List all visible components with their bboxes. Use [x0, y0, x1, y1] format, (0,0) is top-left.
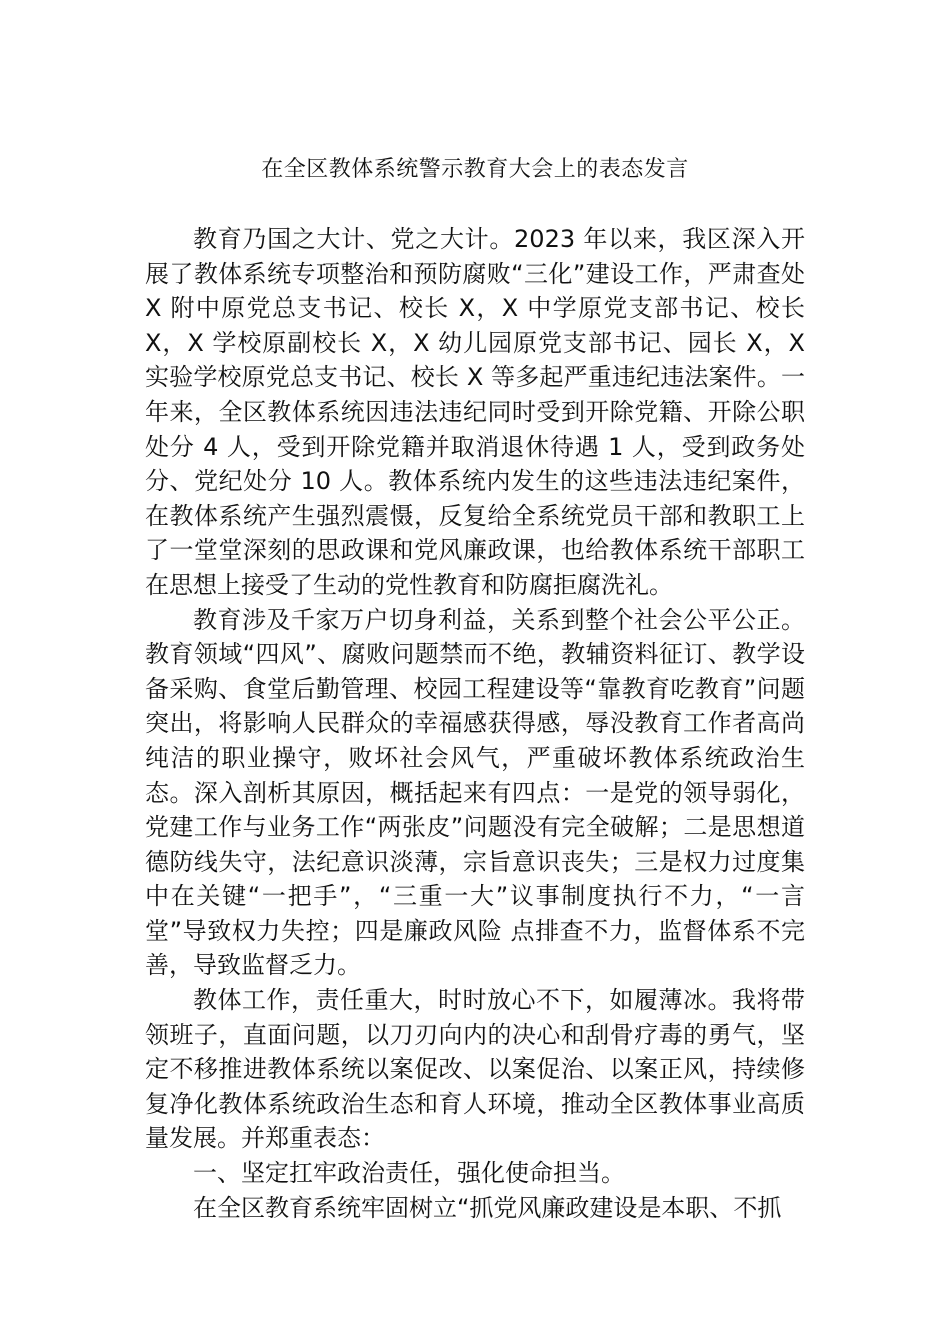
paragraph-3: 教体工作，责任重大，时时放心不下，如履薄冰。我将带领班子，直面问题，以刀刃向内的决心和刮骨疗毒的勇气，坚定不移推进教体系统以案促改、以案促治、以案正风，持续修复净化教体系统政治生态和育人环境，推动全区教体事业高质量发展。并郑重表态： — [145, 986, 805, 1153]
paragraph-2: 教育涉及千家万户切身利益，关系到整个社会公平公正。教育领域“四风”、腐败问题禁而不绝，教辅资料征订、教学设备采购、食堂后勤管理、校园工程建设等“靠教育吃教育”问题突出，将影响人民群众的幸福感获得感，辱没教育工作者高尚纯洁的职业操守，败坏社会风气，严重破坏教体系统政治生态。深入剖析其原因，概括起来有四点：一是党的领导弱化，党建工作与业务工作“两张皮”问题没有完全破解；二是思想道德防线失守，法纪意识淡薄，宗旨意识丧失；三是权力过度集中在关键“一把手”，“三重一大”议事制度执行不力，“一言堂”导致权力失控；四是廉政风险 点排查不力，监督体系不完善，导致监督乏力。 — [145, 605, 805, 980]
document-title: 在全区教体系统警示教育大会上的表态发言 — [261, 157, 689, 182]
section-heading-1: 一、坚定扛牢政治责任，强化使命担当。 — [193, 1159, 625, 1188]
document-body — [145, 222, 805, 1225]
paragraph-1: 教育乃国之大计、党之大计。2023 年以来，我区深入开展了教体系统专项整治和预防腐败“三化”建设工作，严肃查处 X 附中原党总支书记、校长 X，X 中学原党支部书记、校长 X，X 学校原副校长 X，X 幼儿园原党支部书记、园长 X，X 实验学校原党总支书记、校长 X 等多起严重违纪违法案件。一年来，全区教体系统因违法违纪同时受到开除党籍、开除公职处分 4 人，受到开除党籍并取消退休待遇 1 人，受到政务处分、党纪处分 10 人。教体系统内发生的这些违法违纪案件，在教体系统产生强烈震慑，反复给全系统党员干部和教职工上了一堂堂深刻的思政课和党风廉政课，也给教体系统干部职工在思想上接受了生动的党性教育和防腐拒腐洗礼。 — [145, 225, 805, 599]
paragraph-4: 在全区教育系统牢固树立“抓党风廉政建设是本职、不抓 — [193, 1193, 782, 1222]
